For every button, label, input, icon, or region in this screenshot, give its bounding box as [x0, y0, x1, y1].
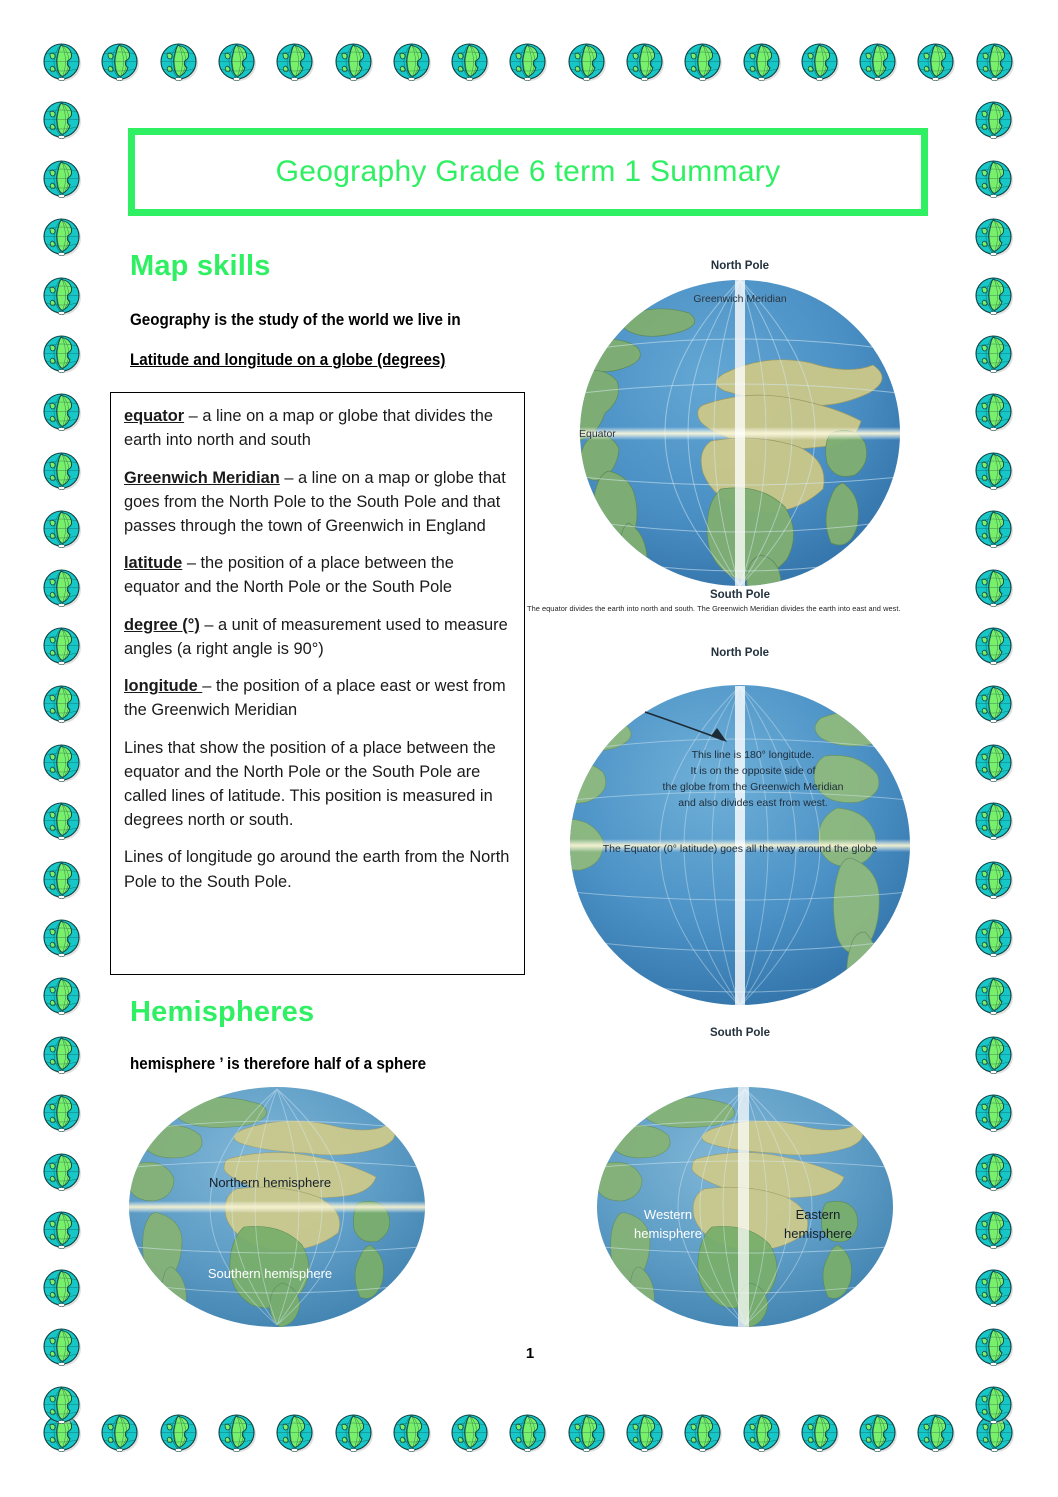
earth-globe-icon [40, 858, 84, 902]
page-number: 1 [525, 1345, 535, 1362]
earth-globe-icon [40, 566, 84, 610]
earth-globe-icon [972, 1033, 1016, 1077]
note-line-2: It is on the opposite side of [690, 765, 816, 777]
earth-globe-icon [972, 215, 1016, 259]
earth-globe-icon [972, 858, 1016, 902]
label-western-hemisphere-line2: hemisphere [634, 1226, 702, 1241]
earth-globe-icon [40, 974, 84, 1018]
earth-globe-icon [40, 624, 84, 668]
figure-hemisphere-north-south [122, 1085, 432, 1330]
earth-globe-icon [40, 390, 84, 434]
section-heading-map-skills: Map skills [130, 250, 271, 282]
earth-globe-icon [972, 1325, 1016, 1369]
earth-globe-icon [972, 682, 1016, 726]
label-western-hemisphere-line1: Western [643, 1207, 693, 1222]
figure-caption-globe-meridian: The equator divides the earth into north and south. The Greenwich Meridian divides the earth into east and west. [527, 604, 901, 613]
earth-globe-icon [40, 215, 84, 259]
definition-item [124, 613, 511, 661]
earth-globe-icon [40, 1033, 84, 1077]
definition-item [124, 466, 511, 538]
earth-globe-icon [40, 1411, 84, 1455]
definition-paragraph: Lines that show the position of a place between the equator and the North Pole or the South Pole are called lines of latitude. This position is measured in degrees north or south. [124, 738, 496, 829]
earth-globe-icon [972, 916, 1016, 960]
earth-globe-icon [972, 390, 1016, 434]
definition-term: degree (°) [124, 615, 200, 634]
definition-item [124, 551, 511, 599]
note-equator: The Equator (0° latitude) goes all the way around the globe [602, 843, 878, 855]
figure-hemisphere-west-east [590, 1085, 900, 1330]
earth-globe-icon [973, 40, 1017, 84]
earth-globe-icon [972, 274, 1016, 318]
label-north-pole: North Pole [710, 647, 770, 659]
definition-item [124, 674, 511, 722]
earth-globe-icon [40, 1325, 84, 1369]
earth-globe-icon [40, 799, 84, 843]
label-equator: Equator [579, 428, 616, 440]
definition-text: – the position of a place east or west from the Greenwich Meridian [124, 677, 506, 720]
label-greenwich-meridian: Greenwich Meridian [693, 293, 787, 305]
label-south-pole: South Pole [709, 589, 771, 600]
hemispheres-intro-text: hemisphere ’ is therefore half of a sphere [130, 1055, 427, 1073]
earth-globe-icon [40, 741, 84, 785]
definitions-box [110, 392, 525, 975]
label-north-pole: North Pole [710, 260, 770, 272]
label-eastern-hemisphere-line1: Eastern [795, 1207, 841, 1222]
figure-globe-greenwich-meridian [525, 255, 955, 600]
earth-globe-icon [40, 507, 84, 551]
earth-globe-icon [972, 974, 1016, 1018]
earth-globe-icon [40, 1208, 84, 1252]
document-title-box [128, 128, 928, 216]
map-skills-intro-text: Geography is the study of the world we live in [130, 311, 461, 329]
earth-globe-icon [40, 1266, 84, 1310]
earth-globe-icon [972, 98, 1016, 142]
earth-globe-icon [973, 1411, 1017, 1455]
definition-text: – a line on a map or globe that goes from the North Pole to the South Pole and that passes through the town of Greenwich in England [124, 468, 506, 535]
label-eastern-hemisphere-line2: hemisphere [784, 1226, 852, 1241]
earth-globe-icon [40, 916, 84, 960]
earth-globe-icon [40, 1383, 84, 1427]
earth-globe-icon [972, 1208, 1016, 1252]
note-line-1: This line is 180° longitude. [691, 749, 815, 761]
earth-globe-icon [40, 157, 84, 201]
page-content [100, 0, 960, 1497]
earth-globe-icon [40, 1150, 84, 1194]
earth-globe-icon [972, 741, 1016, 785]
definition-paragraph: Lines of longitude go around the earth from the North Pole to the South Pole. [124, 848, 510, 891]
definition-term: latitude [124, 554, 183, 573]
definition-term: Greenwich Meridian [124, 468, 280, 487]
definition-item [124, 404, 511, 452]
earth-globe-icon [972, 1150, 1016, 1194]
definition-text: – a line on a map or globe that divides the earth into north and south [124, 407, 494, 450]
earth-globe-icon [972, 624, 1016, 668]
earth-globe-icon [972, 566, 1016, 610]
earth-globe-icon [972, 1383, 1016, 1427]
earth-globe-icon [40, 98, 84, 142]
label-southern-hemisphere: Southern hemisphere [207, 1266, 333, 1281]
definition-term: longitude [124, 677, 203, 696]
earth-globe-icon [40, 332, 84, 376]
earth-globe-icon [972, 507, 1016, 551]
definition-text: – the position of a place between the equator and the North Pole or the South Pole [124, 554, 454, 597]
map-skills-sub-heading: Latitude and longitude on a globe (degrees) [130, 351, 446, 369]
label-northern-hemisphere: Northern hemisphere [208, 1175, 332, 1190]
earth-globe-icon [40, 274, 84, 318]
note-line-3: the globe from the Greenwich Meridian [662, 781, 844, 793]
page-title: Geography Grade 6 term 1 Summary [275, 155, 781, 188]
earth-globe-icon [972, 449, 1016, 493]
definition-term: equator [124, 407, 185, 425]
label-south-pole: South Pole [709, 1027, 771, 1039]
earth-globe-icon [40, 449, 84, 493]
earth-globe-icon [972, 157, 1016, 201]
section-heading-hemispheres: Hemispheres [130, 996, 315, 1028]
earth-globe-icon [40, 1091, 84, 1135]
earth-globe-icon [972, 1266, 1016, 1310]
earth-globe-icon [40, 682, 84, 726]
earth-globe-icon [972, 332, 1016, 376]
earth-globe-icon [972, 799, 1016, 843]
figure-globe-180-longitude [525, 640, 955, 1040]
definition-text: – a unit of measurement used to measure angles (a right angle is 90°) [124, 615, 508, 658]
earth-globe-icon [40, 40, 84, 84]
note-line-4: and also divides east from west. [678, 797, 828, 809]
earth-globe-icon [972, 1091, 1016, 1135]
